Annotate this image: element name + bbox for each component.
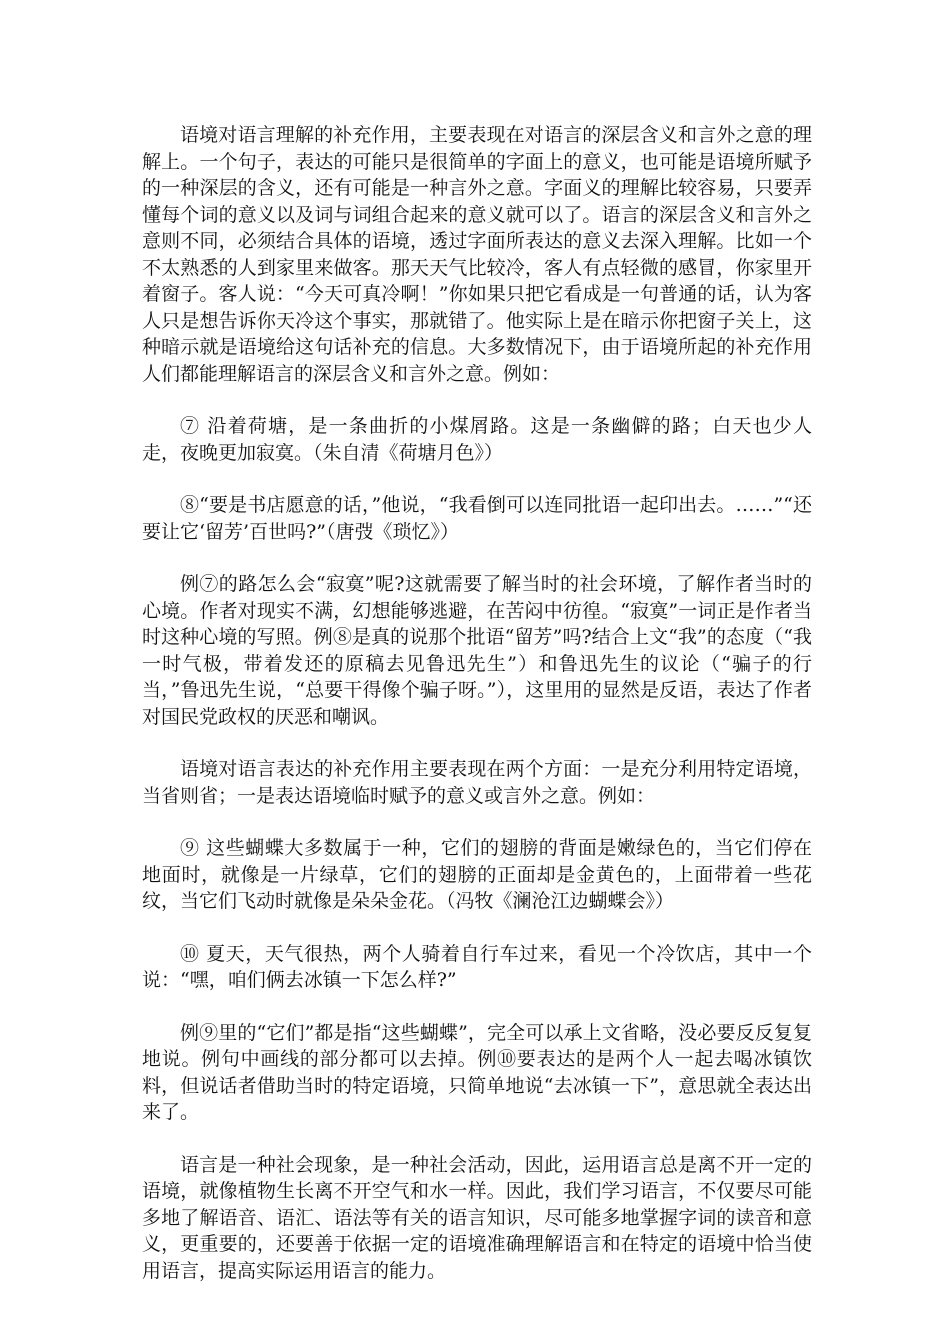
paragraph-context-understanding: 语境对语言理解的补充作用，主要表现在对语言的深层含义和言外之意的理解上。一个句子，表达的可能只是很简单的字面上的意义，也可能是语境所赋予的一种深层的含义，还有可能是一种言外之意。字面义的理解比较容易，只要弄懂每个词的意义以及词与词组合起来的意义就可以了。语言的深层含义和言外之意则不同，必须结合具体的语境，透过字面所表达的意义去深入理解。比如一个不太熟悉的人到家里来做客。那天天气比较冷，客人有点轻微的感冒，你家里开着窗子。客人说：“今天可真冷啊！”你如果只把它看成是一句普通的话，认为客人只是想告诉你天冷这个事实，那就错了。他实际上是在暗示你把窗子关上，这种暗示就是语境给这句话补充的信息。大多数情况下，由于语境所起的补充作用人们都能理解语言的深层含义和言外之意。例如： <box>142 124 812 385</box>
example-7-hetang-yuese: ⑦ 沿着荷塘，是一条曲折的小煤屑路。这是一条幽僻的路；白天也少人走，夜晚更加寂寞。（朱自清《荷塘月色》） <box>142 415 812 464</box>
paragraph-context-expression: 语境对语言表达的补充作用主要表现在两个方面：一是充分利用特定语境，当省则省；一是表达语境临时赋予的意义或言外之意。例如： <box>142 758 812 807</box>
example-10-cold-drink: ⑩ 夏天，天气很热，两个人骑着自行车过来，看见一个冷饮店，其中一个说：“嘿，咱们俩去冰镇一下怎么样?” <box>142 942 812 991</box>
document-body <box>142 122 812 1284</box>
example-8-suoyi: ⑧“要是书店愿意的话，”他说，“我看倒可以连同批语一起印出去。……”“还要让它‘留芳’百世吗?”（唐弢《琐忆》） <box>142 494 812 543</box>
paragraph-analysis-examples-7-8: 例⑦的路怎么会“寂寞”呢?这就需要了解当时的社会环境，了解作者当时的心境。作者对现实不满，幻想能够逃避，在苦闷中彷徨。“寂寞”一词正是作者当时这种心境的写照。例⑧是真的说那个批语“留芳”吗?结合上文“我”的态度（“我一时气极，带着发还的原稿去见鲁迅先生”）和鲁迅先生的议论（“骗子的行当，”鲁迅先生说，“总要干得像个骗子呀。”），这里用的显然是反语，表达了作者对国民党政权的厌恶和嘲讽。 <box>142 573 812 728</box>
paragraph-analysis-examples-9-10: 例⑨里的“它们”都是指“这些蝴蝶”，完全可以承上文省略，没必要反反复复地说。例句中画线的部分都可以去掉。例⑩要表达的是两个人一起去喝冰镇饮料，但说话者借助当时的特定语境，只简单地说“去冰镇一下”，意思就全表达出来了。 <box>142 1021 812 1123</box>
example-9-butterflies: ⑨ 这些蝴蝶大多数属于一种，它们的翅膀的背面是嫩绿色的，当它们停在地面时，就像是一片绿草，它们的翅膀的正面却是金黄色的，上面带着一些花纹，当它们飞动时就像是朵朵金花。（冯牧《澜沧江边蝴蝶会》） <box>142 837 812 912</box>
paragraph-conclusion: 语言是一种社会现象，是一种社会活动，因此，运用语言总是离不开一定的语境，就像植物生长离不开空气和水一样。因此，我们学习语言，不仅要尽可能多地了解语音、语汇、语法等有关的语言知识，尽可能多地掌握字词的读音和意义，更重要的，还要善于依据一定的语境准确理解语言和在特定的语境中恰当使用语言，提高实际运用语言的能力。 <box>142 1153 812 1282</box>
